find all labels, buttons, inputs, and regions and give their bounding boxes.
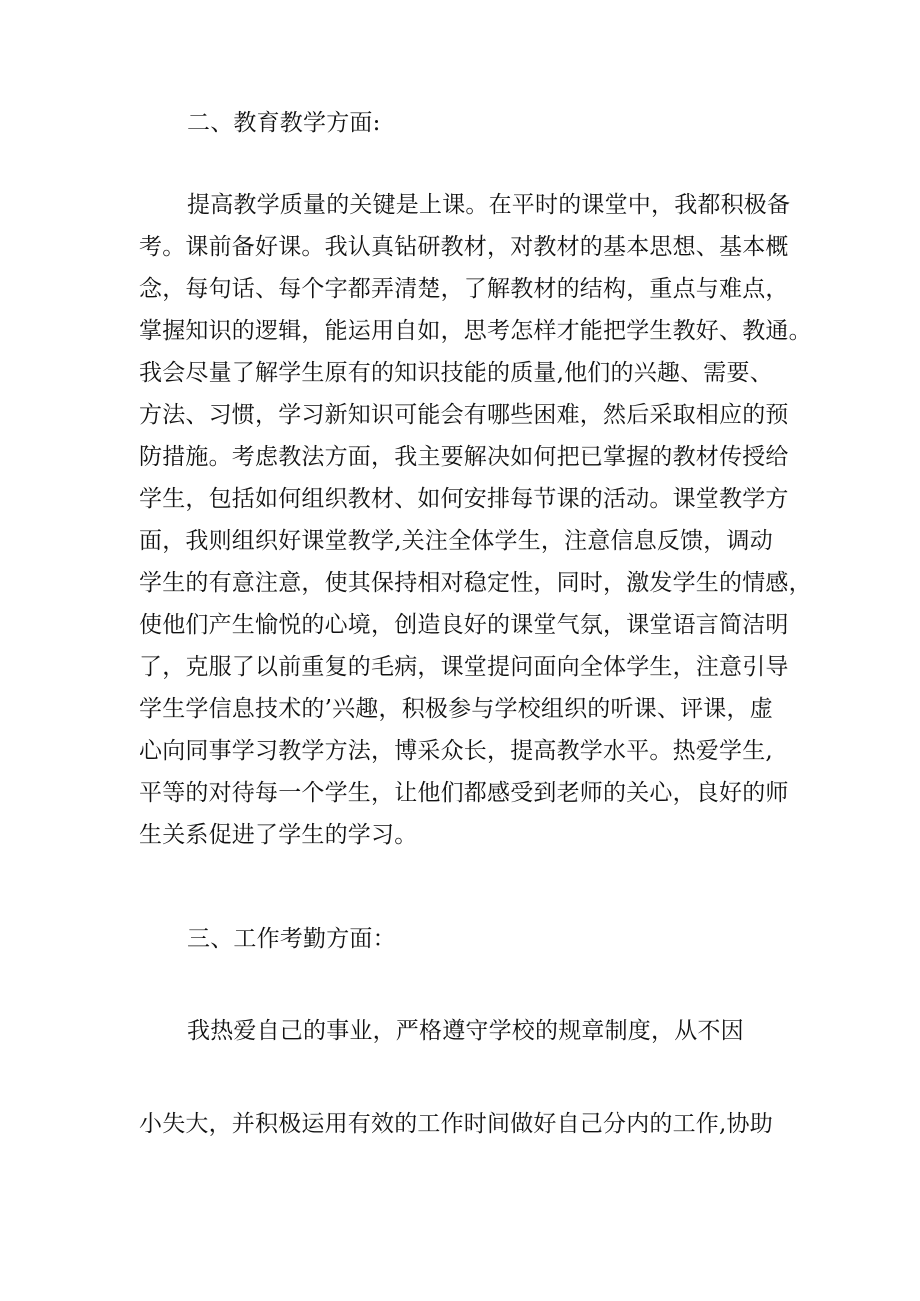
paragraph-line: 平等的对待每一个学生，让他们都感受到老师的关心，良好的师: [139, 780, 789, 806]
paragraph-line: 方法、习惯，学习新知识可能会有哪些困难，然后采取相应的预: [139, 402, 789, 428]
paragraph-line: 考。课前备好课。我认真钻研教材，对教材的基本思想、基本概: [139, 234, 789, 260]
section-heading-2: 二、教育教学方面:: [187, 110, 381, 136]
paragraph-line: 掌握知识的逻辑，能运用自如，思考怎样才能把学生教好、教通。: [139, 318, 812, 344]
paragraph-line: 面，我则组织好课堂教学,关注全体学生，注意信息反馈，调动: [139, 528, 773, 554]
section-heading-3: 三、工作考勤方面：: [187, 926, 396, 952]
paragraph-line: 了，克服了以前重复的毛病，课堂提问面向全体学生，注意引导: [139, 654, 789, 680]
paragraph-line: 使他们产生愉悦的心境，创造良好的课堂气氛，课堂语言简洁明: [139, 612, 789, 638]
paragraph-line: 生关系促进了学生的学习。: [139, 822, 418, 848]
paragraph-line: 小失大，并积极运用有效的工作时间做好自己分内的工作,协助: [139, 1111, 773, 1137]
paragraph-line: 我会尽量了解学生原有的知识技能的质量,他们的兴趣、需要、: [139, 360, 773, 386]
paragraph-line: 念，每句话、每个字都弄清楚，了解教材的结构，重点与难点，: [139, 276, 789, 302]
paragraph-line: 学生，包括如何组织教材、如何安排每节课的活动。课堂教学方: [139, 486, 789, 512]
paragraph-line: 心向同事学习教学方法，博采众长，提高教学水平。热爱学生,: [139, 738, 773, 764]
paragraph-line: 我热爱自己的事业，严格遵守学校的规章制度，从不因: [187, 1018, 744, 1044]
paragraph-line: 学生学信息技术的’兴趣，积极参与学校组织的听课、评课，虚: [139, 696, 773, 722]
paragraph-line: 提高教学质量的关键是上课。在平时的课堂中，我都积极备: [187, 192, 791, 218]
paragraph-line: 防措施。考虑教法方面，我主要解决如何把已掌握的教材传授给: [139, 444, 789, 470]
paragraph-line: 学生的有意注意，使其保持相对稳定性，同时，激发学生的情感，: [139, 570, 812, 596]
